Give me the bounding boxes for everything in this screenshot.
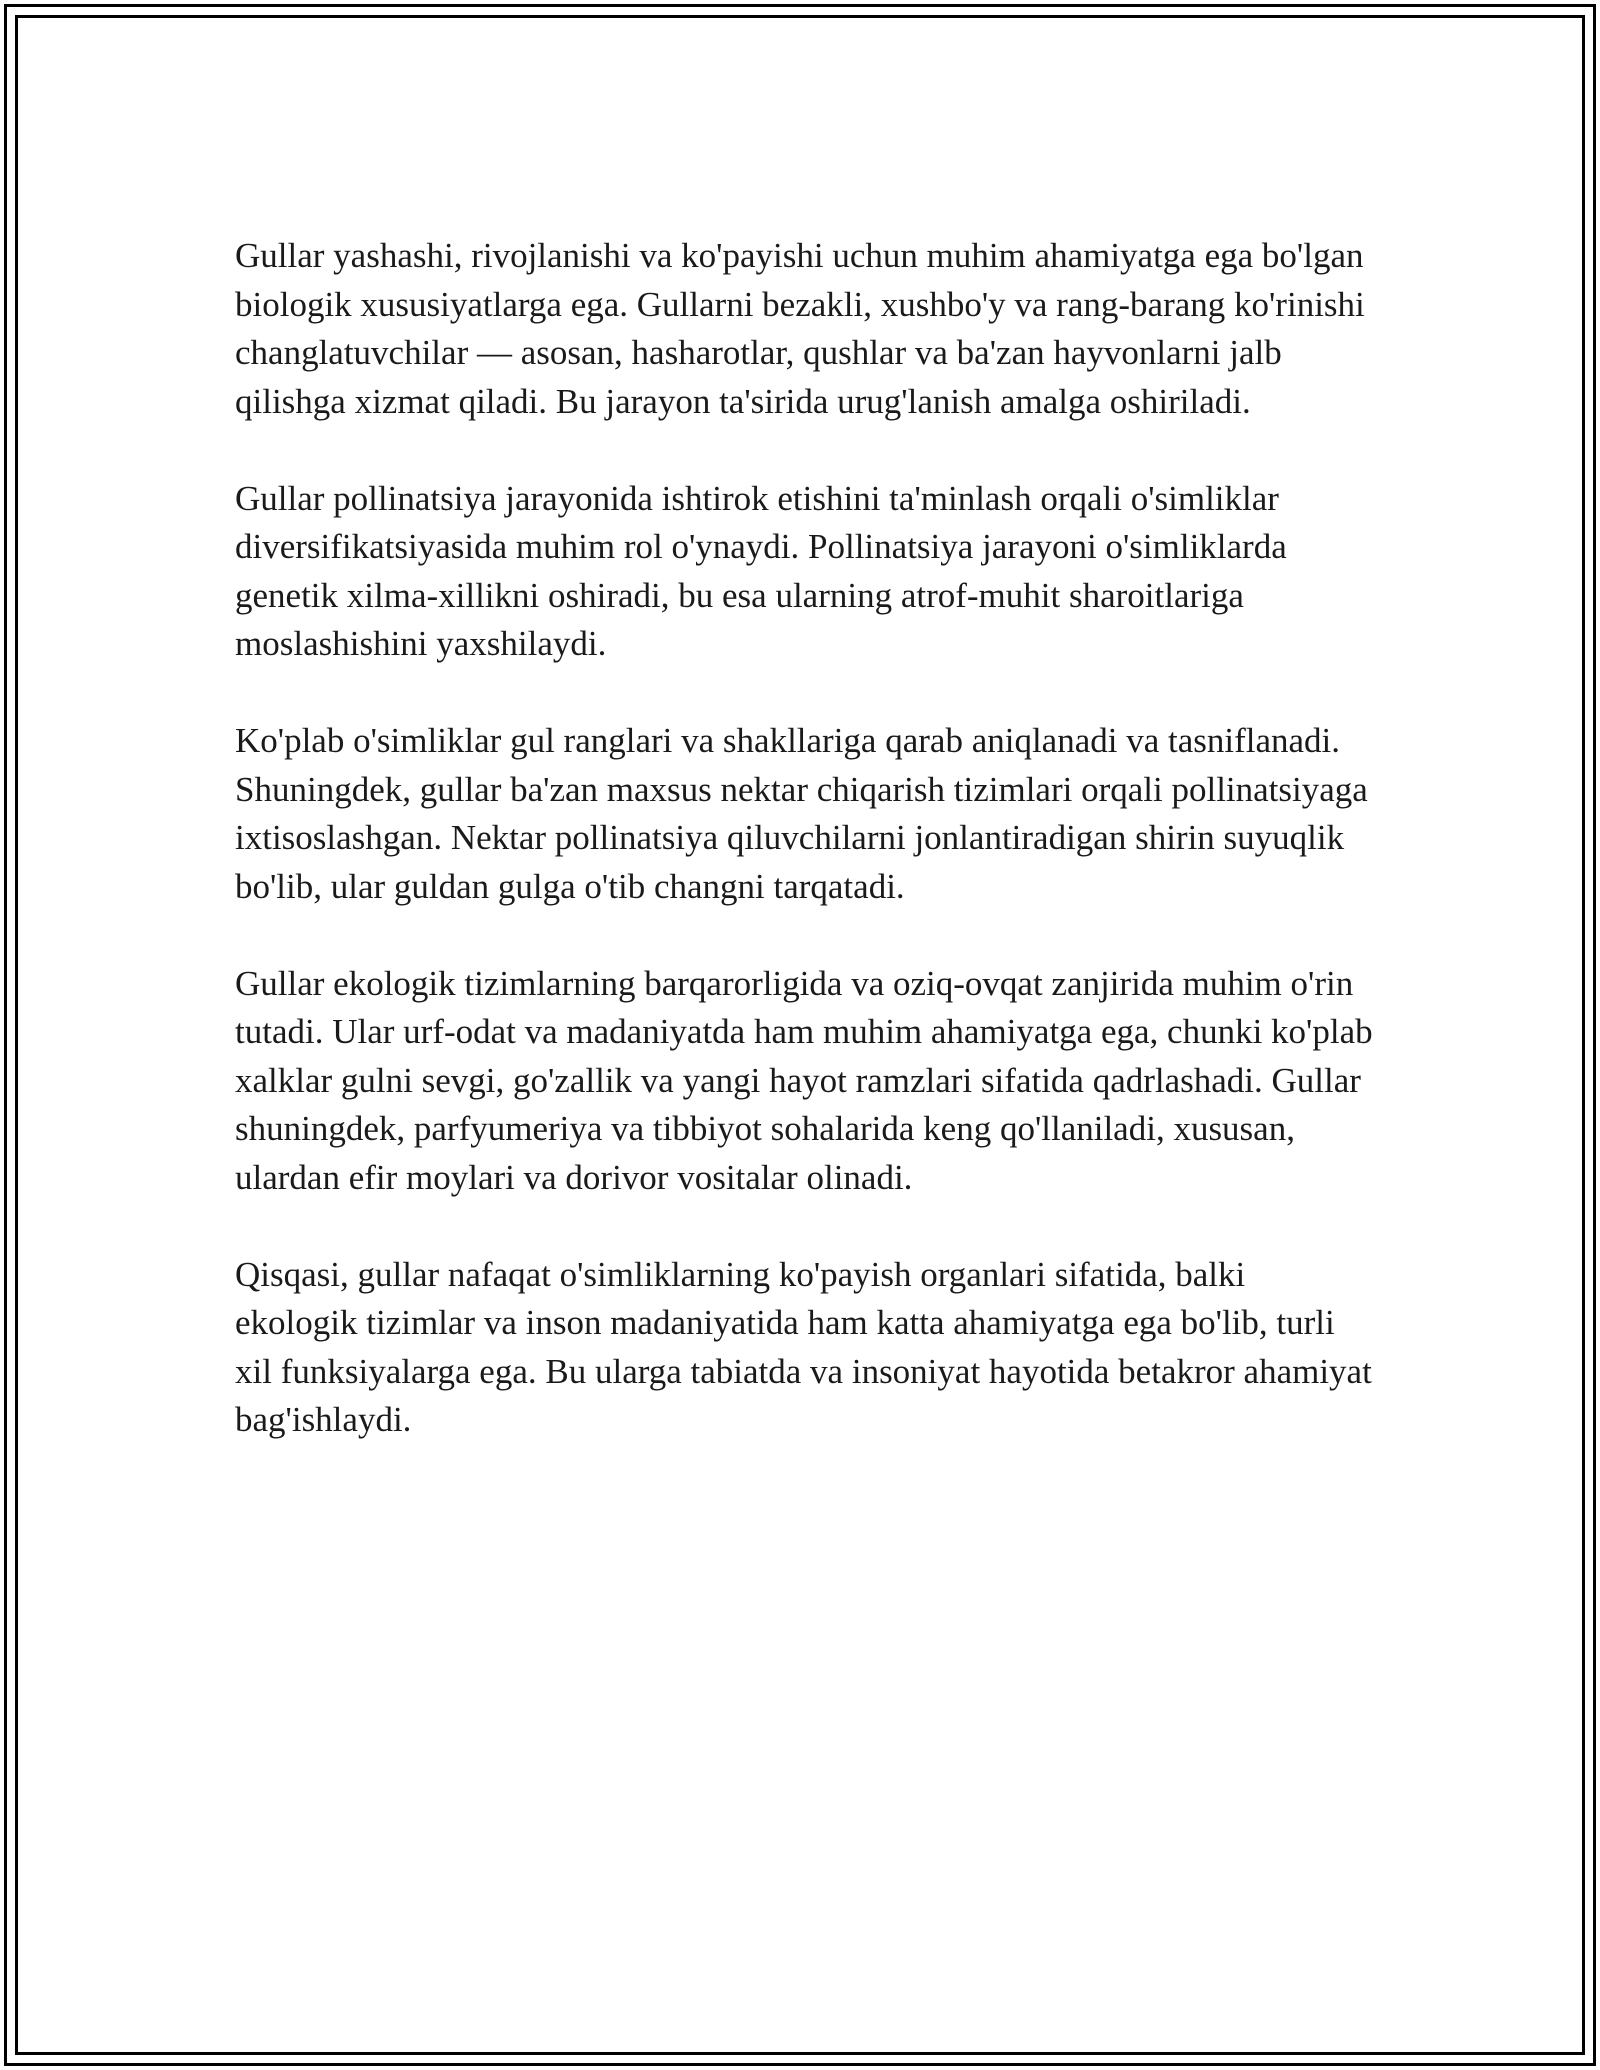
paragraph-2: Gullar pollinatsiya jarayonida ishtirok etishini ta'minlash orqali o'simliklar diversifikatsiyasida muhim rol o'ynaydi. Pollinatsiya jarayoni o'simliklarda genetik xilma-xillikni oshiradi, bu esa ularning atrof-muhit sharoitlariga moslashishini yaxshilaydi. [235, 478, 1287, 663]
paragraph-3: Ko'plab o'simliklar gul ranglari va shakllariga qarab aniqlanadi va tasniflanadi. Shuningdek, gullar ba'zan maxsus nektar chiqarish tizimlari orqali pollinatsiyaga ixtisoslashgan. Nektar pollinatsiya qiluvchilarni jonlantiradigan shirin suyuqlik bo'lib, ular guldan gulga o'tib changni tarqatadi. [235, 721, 1368, 906]
document-body [235, 232, 1375, 1493]
paragraph-5: Qisqasi, gullar nafaqat o'simliklarning ko'payish organlari sifatida, balki ekologik tizimlar va inson madaniyatida ham katta ahamiyatga ega bo'lib, turli xil funksiyalarga ega. Bu ularga tabiatda va insoniyat hayotida betakror ahamiyat bag'ishlaydi. [235, 1254, 1372, 1439]
paragraph-1: Gullar yashashi, rivojlanishi va ko'payishi uchun muhim ahamiyatga ega bo'lgan biologik xususiyatlarga ega. Gullarni bezakli, xushbo'y va rang-barang ko'rinishi changlatuvchilar — asosan, hasharotlar, qushlar va ba'zan hayvonlarni jalb qilishga xizmat qiladi. Bu jarayon ta'sirida urug'lanish amalga oshiriladi. [235, 236, 1365, 421]
paragraph-4: Gullar ekologik tizimlarning barqarorligida va oziq-ovqat zanjirida muhim o'rin tutadi. Ular urf-odat va madaniyatda ham muhim ahamiyatga ega, chunki ko'plab xalklar gulni sevgi, go'zallik va yangi hayot ramzlari sifatida qadrlashadi. Gullar shuningdek, parfyumeriya va tibbiyot sohalarida keng qo'llaniladi, xususan, ulardan efir moylari va dorivor vositalar olinadi. [235, 963, 1373, 1197]
